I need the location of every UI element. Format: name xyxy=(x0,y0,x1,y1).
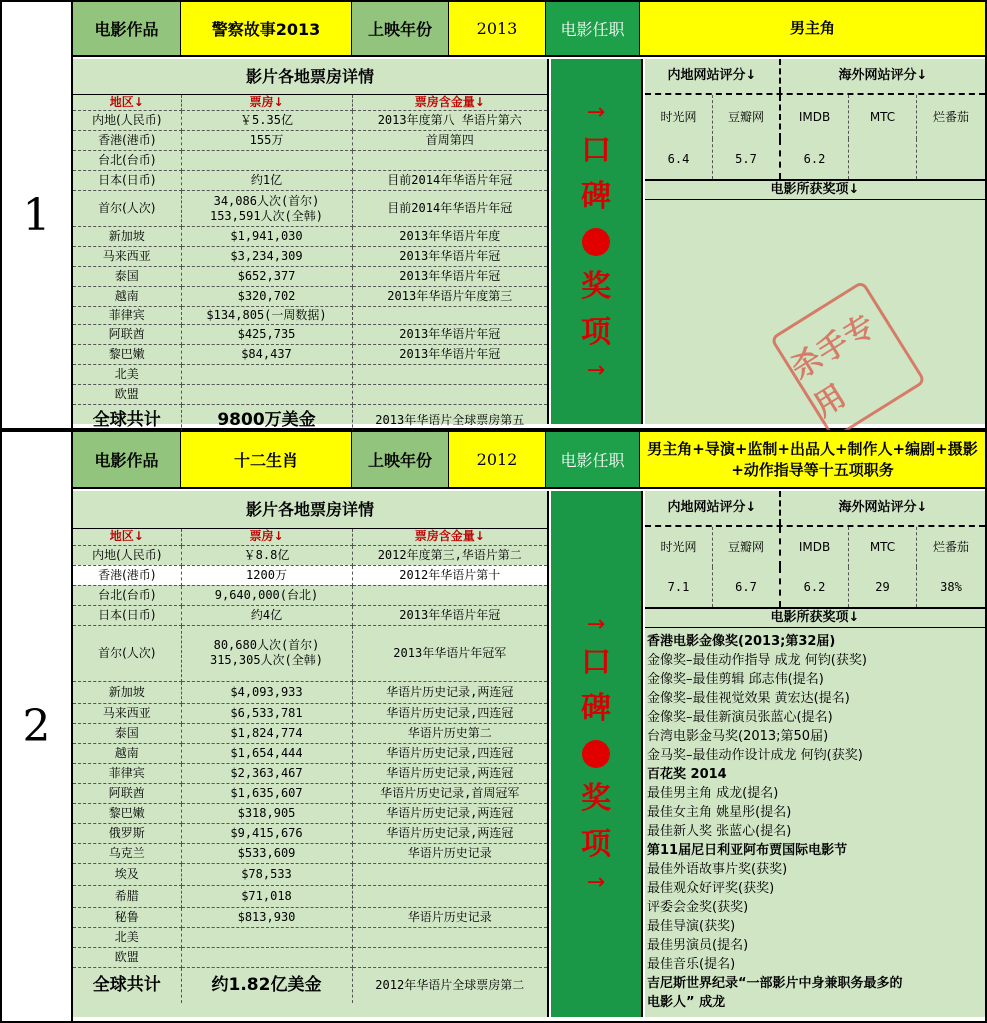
award-item: 金像奖–最佳动作指导 成龙 何钧(获奖) xyxy=(647,653,867,668)
year-label: 上映年份 xyxy=(352,432,449,487)
weight-cell: 2013年华语片年度 xyxy=(352,227,547,247)
film-label: 电影作品 xyxy=(73,432,181,487)
table-row xyxy=(73,843,547,863)
table-row xyxy=(73,723,547,743)
award-item: 第11届尼日利亚阿布贾国际电影节 xyxy=(647,843,848,858)
boxoffice-cell: $84,437 xyxy=(181,345,352,365)
awards-list xyxy=(645,200,985,425)
rating-header xyxy=(645,491,985,527)
table-row xyxy=(73,131,547,151)
weight-cell: 2013年华语片年度第三 xyxy=(352,287,547,307)
reputation-char: 口 xyxy=(581,132,611,168)
award-item: 最佳新人奖 张蓝心(提名) xyxy=(647,824,792,839)
boxoffice-cell: $71,018 xyxy=(181,885,352,907)
reputation-char: 碑 xyxy=(581,178,611,214)
region-cell: 菲律宾 xyxy=(73,307,181,325)
boxoffice-cell xyxy=(181,927,352,947)
total-value: 9800万美金 xyxy=(181,405,352,437)
weight-cell: 2013年华语片年冠 xyxy=(352,325,547,345)
red-dot-icon xyxy=(582,228,610,256)
award-item: 最佳观众好评奖(获奖) xyxy=(647,881,775,896)
weight-cell: 目前2014年华语片年冠 xyxy=(352,191,547,227)
rating-value: 6.7 xyxy=(713,567,781,607)
boxoffice-cell: $1,824,774 xyxy=(181,723,352,743)
stamp-text: 杀手专用 xyxy=(784,307,883,425)
weight-cell: 华语片历史第二 xyxy=(352,723,547,743)
total-note: 2013年华语片全球票房第五 xyxy=(375,413,525,428)
boxoffice-cell: 34,086人次(首尔) 153,591人次(全韩) xyxy=(181,191,352,227)
table-row xyxy=(73,307,547,325)
boxoffice-cell: $1,654,444 xyxy=(181,743,352,763)
table-row xyxy=(73,247,547,267)
film-header xyxy=(73,2,985,57)
col-boxoffice-header: 票房↓ xyxy=(181,529,352,545)
role-value: 男主角+导演+监制+出品人+制作人+编剧+摄影+动作指导等十五项职务 xyxy=(640,432,985,487)
region-cell: 北美 xyxy=(73,365,181,385)
table-row xyxy=(73,565,547,585)
boxoffice-cell: $6,533,781 xyxy=(181,703,352,723)
award-item: 最佳导演(获奖) xyxy=(647,919,736,934)
release-year: 2013 xyxy=(449,2,546,55)
boxoffice-cell: $4,093,933 xyxy=(181,681,352,703)
boxoffice-cell: 约4亿 xyxy=(181,605,352,625)
overseas-rating-label: 海外网站评分↓ xyxy=(838,68,928,83)
weight-cell: 华语片历史记录,首周冠军 xyxy=(352,783,547,803)
boxoffice-cell xyxy=(181,947,352,967)
table-row xyxy=(73,287,547,307)
site-name: 时光网 xyxy=(645,95,713,139)
weight-cell xyxy=(352,307,547,325)
table-row xyxy=(73,151,547,171)
region-cell: 越南 xyxy=(73,743,181,763)
table-row xyxy=(73,783,547,803)
region-cell: 秘鲁 xyxy=(73,907,181,927)
table-row xyxy=(73,681,547,703)
rating-value: 29 xyxy=(849,567,917,607)
region-cell: 泰国 xyxy=(73,267,181,287)
awards-list xyxy=(645,628,985,1012)
table-row xyxy=(73,325,547,345)
table-header-row xyxy=(73,95,547,111)
red-dot-icon xyxy=(582,740,610,768)
boxoffice-title: 影片各地票房详情 xyxy=(73,59,547,95)
award-item: 百花奖 2014 xyxy=(647,767,727,782)
boxoffice-table xyxy=(73,529,547,1003)
reputation-column xyxy=(551,491,643,1017)
region-cell: 希腊 xyxy=(73,885,181,907)
col-region-header: 地区↓ xyxy=(73,95,181,111)
table-row xyxy=(73,545,547,565)
reputation-column xyxy=(551,59,643,424)
table-row xyxy=(73,227,547,247)
region-cell: 乌克兰 xyxy=(73,843,181,863)
ratings-awards-panel xyxy=(645,59,985,424)
film-block-2 xyxy=(0,430,987,1023)
mainland-rating-label: 内地网站评分↓ xyxy=(645,59,781,93)
rating-value: 6.4 xyxy=(645,139,713,179)
rating-value xyxy=(849,139,917,179)
site-name: 时光网 xyxy=(645,527,713,567)
award-item: 最佳男主角 成龙(提名) xyxy=(647,786,779,801)
table-row xyxy=(73,191,547,227)
role-label: 电影任职 xyxy=(546,432,640,487)
rating-value: 38% xyxy=(940,580,962,594)
award-item: 金马奖–最佳动作设计成龙 何钧(获奖) xyxy=(647,748,863,763)
award-item: 金像奖–最佳新演员张蓝心(提名) xyxy=(647,710,833,725)
table-row xyxy=(73,763,547,783)
region-cell: 欧盟 xyxy=(73,947,181,967)
region-cell: 新加坡 xyxy=(73,681,181,703)
region-cell: 内地(人民币) xyxy=(73,545,181,565)
region-cell: 泰国 xyxy=(73,723,181,743)
stamp-seal xyxy=(770,280,927,440)
table-row xyxy=(73,743,547,763)
weight-cell: 2013年华语片年冠 xyxy=(352,247,547,267)
boxoffice-cell: $2,363,467 xyxy=(181,763,352,783)
weight-cell: 华语片历史记录,两连冠 xyxy=(352,803,547,823)
region-cell: 马来西亚 xyxy=(73,247,181,267)
total-label: 全球共计 xyxy=(73,967,181,1003)
boxoffice-cell: $425,735 xyxy=(181,325,352,345)
total-label: 全球共计 xyxy=(73,405,181,437)
reputation-char: 项 xyxy=(581,827,611,862)
region-cell: 马来西亚 xyxy=(73,703,181,723)
arrow-icon: → xyxy=(586,870,606,895)
rating-value-row xyxy=(645,139,985,179)
rating-site-row xyxy=(645,95,985,139)
col-region-header: 地区↓ xyxy=(73,529,181,545)
region-cell: 阿联酋 xyxy=(73,325,181,345)
film-block-1 xyxy=(0,0,987,430)
table-row xyxy=(73,927,547,947)
weight-cell xyxy=(352,585,547,605)
weight-cell xyxy=(352,385,547,405)
region-cell: 北美 xyxy=(73,927,181,947)
weight-cell: 华语片历史记录,两连冠 xyxy=(352,763,547,783)
region-cell: 俄罗斯 xyxy=(73,823,181,843)
table-row xyxy=(73,585,547,605)
award-item: 最佳男演员(提名) xyxy=(647,938,749,953)
rating-value-row xyxy=(645,567,985,607)
year-label: 上映年份 xyxy=(352,2,449,55)
boxoffice-cell: 9,640,000(台北) xyxy=(181,585,352,605)
rating-value: 7.1 xyxy=(645,567,713,607)
boxoffice-section xyxy=(73,59,549,431)
table-header-row xyxy=(73,529,547,545)
boxoffice-cell: $9,415,676 xyxy=(181,823,352,843)
weight-cell: 华语片历史记录 xyxy=(352,843,547,863)
weight-cell: 2012年华语片第十 xyxy=(352,565,547,585)
weight-cell: 首周第四 xyxy=(352,131,547,151)
table-row xyxy=(73,365,547,385)
film-title: 十二生肖 xyxy=(181,432,352,487)
region-cell: 香港(港币) xyxy=(73,565,181,585)
weight-cell: 华语片历史记录,四连冠 xyxy=(352,743,547,763)
region-cell: 越南 xyxy=(73,287,181,307)
weight-cell: 华语片历史记录,四连冠 xyxy=(352,703,547,723)
boxoffice-cell: 155万 xyxy=(181,131,352,151)
weight-cell xyxy=(352,151,547,171)
awards-title: 电影所获奖项↓ xyxy=(645,607,985,628)
awards-title: 电影所获奖项↓ xyxy=(645,179,985,200)
table-row xyxy=(73,625,547,681)
reputation-char: 项 xyxy=(581,314,611,350)
table-row xyxy=(73,907,547,927)
weight-cell xyxy=(352,863,547,885)
weight-cell xyxy=(352,365,547,385)
reputation-char: 奖 xyxy=(581,268,611,304)
boxoffice-table xyxy=(73,95,547,437)
site-name: 烂番茄 xyxy=(932,540,969,554)
arrow-icon: → xyxy=(586,99,606,125)
boxoffice-cell xyxy=(181,385,352,405)
table-row xyxy=(73,823,547,843)
region-cell: 台北(台币) xyxy=(73,151,181,171)
arrow-icon: → xyxy=(586,357,606,383)
boxoffice-cell: $318,905 xyxy=(181,803,352,823)
table-row xyxy=(73,703,547,723)
boxoffice-cell: $1,941,030 xyxy=(181,227,352,247)
weight-cell: 2013年华语片年冠 xyxy=(352,345,547,365)
award-item: 台湾电影金马奖(2013;第50届) xyxy=(647,729,829,744)
weight-cell: 目前2014年华语片年冠 xyxy=(352,171,547,191)
award-item: 最佳外语故事片奖(获奖) xyxy=(647,862,788,877)
role-value: 男主角 xyxy=(640,2,985,55)
boxoffice-cell: $320,702 xyxy=(181,287,352,307)
weight-cell: 华语片历史记录,两连冠 xyxy=(352,823,547,843)
reputation-char: 碑 xyxy=(581,691,611,726)
region-cell: 首尔(人次) xyxy=(73,191,181,227)
row-number: 1 xyxy=(2,2,73,428)
rating-value: 5.7 xyxy=(713,139,781,179)
site-name: 烂番茄 xyxy=(932,110,969,124)
weight-cell xyxy=(352,947,547,967)
boxoffice-cell: $3,234,309 xyxy=(181,247,352,267)
ratings-awards-panel xyxy=(645,491,985,1017)
weight-cell: 华语片历史记录 xyxy=(352,907,547,927)
region-cell: 欧盟 xyxy=(73,385,181,405)
boxoffice-cell: $652,377 xyxy=(181,267,352,287)
film-header xyxy=(73,432,985,489)
table-row xyxy=(73,385,547,405)
region-cell: 日本(日币) xyxy=(73,171,181,191)
region-cell: 台北(台币) xyxy=(73,585,181,605)
award-item: 电影人” 成龙 xyxy=(647,995,726,1010)
region-cell: 菲律宾 xyxy=(73,763,181,783)
overseas-rating-label: 海外网站评分↓ xyxy=(838,500,928,515)
boxoffice-title: 影片各地票房详情 xyxy=(73,491,547,529)
region-cell: 日本(日币) xyxy=(73,605,181,625)
weight-cell: 2013年华语片年冠军 xyxy=(352,625,547,681)
weight-cell: 2012年度第三,华语片第二 xyxy=(352,545,547,565)
award-item: 金像奖–最佳视觉效果 黄宏达(提名) xyxy=(647,691,850,706)
table-row xyxy=(73,111,547,131)
table-row xyxy=(73,345,547,365)
table-row xyxy=(73,171,547,191)
boxoffice-cell: ￥5.35亿 xyxy=(181,111,352,131)
award-item: 最佳音乐(提名) xyxy=(647,957,736,972)
weight-cell xyxy=(352,927,547,947)
weight-cell xyxy=(352,885,547,907)
boxoffice-cell: 80,680人次(首尔) 315,305人次(全韩) xyxy=(181,625,352,681)
table-row xyxy=(73,863,547,885)
boxoffice-cell: $78,533 xyxy=(181,863,352,885)
boxoffice-cell xyxy=(181,365,352,385)
boxoffice-cell: $813,930 xyxy=(181,907,352,927)
reputation-char: 口 xyxy=(581,645,611,680)
film-label: 电影作品 xyxy=(73,2,181,55)
weight-cell: 2013年华语片年冠 xyxy=(352,267,547,287)
reputation-char: 奖 xyxy=(581,781,611,816)
site-name: 豆瓣网 xyxy=(713,527,781,567)
boxoffice-cell: $134,805(一周数据) xyxy=(181,307,352,325)
table-row xyxy=(73,267,547,287)
award-item: 评委会金奖(获奖) xyxy=(647,900,749,915)
boxoffice-cell: $1,635,607 xyxy=(181,783,352,803)
weight-cell: 2013年华语片年冠 xyxy=(352,605,547,625)
award-item: 香港电影金像奖(2013;第32届) xyxy=(647,634,836,649)
award-item: 金像奖–最佳剪辑 邱志伟(提名) xyxy=(647,672,824,687)
region-cell: 新加坡 xyxy=(73,227,181,247)
region-cell: 香港(港币) xyxy=(73,131,181,151)
region-cell: 首尔(人次) xyxy=(73,625,181,681)
boxoffice-cell: 约1亿 xyxy=(181,171,352,191)
rating-value: 6.2 xyxy=(781,567,849,607)
site-name: IMDB xyxy=(781,95,849,139)
rating-header xyxy=(645,59,985,95)
region-cell: 黎巴嫩 xyxy=(73,345,181,365)
rating-site-row xyxy=(645,527,985,567)
rating-value: 6.2 xyxy=(781,139,849,179)
total-value: 约1.82亿美金 xyxy=(181,967,352,1003)
site-name: IMDB xyxy=(781,527,849,567)
row-number: 2 xyxy=(2,432,73,1021)
weight-cell: 华语片历史记录,两连冠 xyxy=(352,681,547,703)
award-item: 吉尼斯世界纪录“一部影片中身兼职务最多的 xyxy=(647,976,903,991)
region-cell: 阿联酋 xyxy=(73,783,181,803)
col-weight-header: 票房含金量↓ xyxy=(352,529,547,545)
table-row xyxy=(73,885,547,907)
table-row xyxy=(73,605,547,625)
film-title: 警察故事2013 xyxy=(181,2,352,55)
rating-value xyxy=(917,139,985,179)
release-year: 2012 xyxy=(449,432,546,487)
boxoffice-cell: $533,609 xyxy=(181,843,352,863)
role-label: 电影任职 xyxy=(546,2,640,55)
arrow-icon: → xyxy=(586,612,606,637)
mainland-rating-label: 内地网站评分↓ xyxy=(645,491,781,525)
weight-cell: 2013年度第八 华语片第六 xyxy=(352,111,547,131)
boxoffice-cell xyxy=(181,151,352,171)
region-cell: 埃及 xyxy=(73,863,181,885)
col-boxoffice-header: 票房↓ xyxy=(181,95,352,111)
boxoffice-cell: 1200万 xyxy=(181,565,352,585)
award-item: 最佳女主角 姚星彤(提名) xyxy=(647,805,792,820)
total-note: 2012年华语片全球票房第二 xyxy=(375,977,525,992)
boxoffice-section xyxy=(73,491,549,1017)
table-row xyxy=(73,947,547,967)
region-cell: 内地(人民币) xyxy=(73,111,181,131)
region-cell: 黎巴嫩 xyxy=(73,803,181,823)
table-row xyxy=(73,803,547,823)
site-name: MTC xyxy=(849,95,917,139)
boxoffice-cell: ￥8.8亿 xyxy=(181,545,352,565)
total-row xyxy=(73,967,547,1003)
site-name: 豆瓣网 xyxy=(713,95,781,139)
site-name: MTC xyxy=(849,527,917,567)
col-weight-header: 票房含金量↓ xyxy=(352,95,547,111)
